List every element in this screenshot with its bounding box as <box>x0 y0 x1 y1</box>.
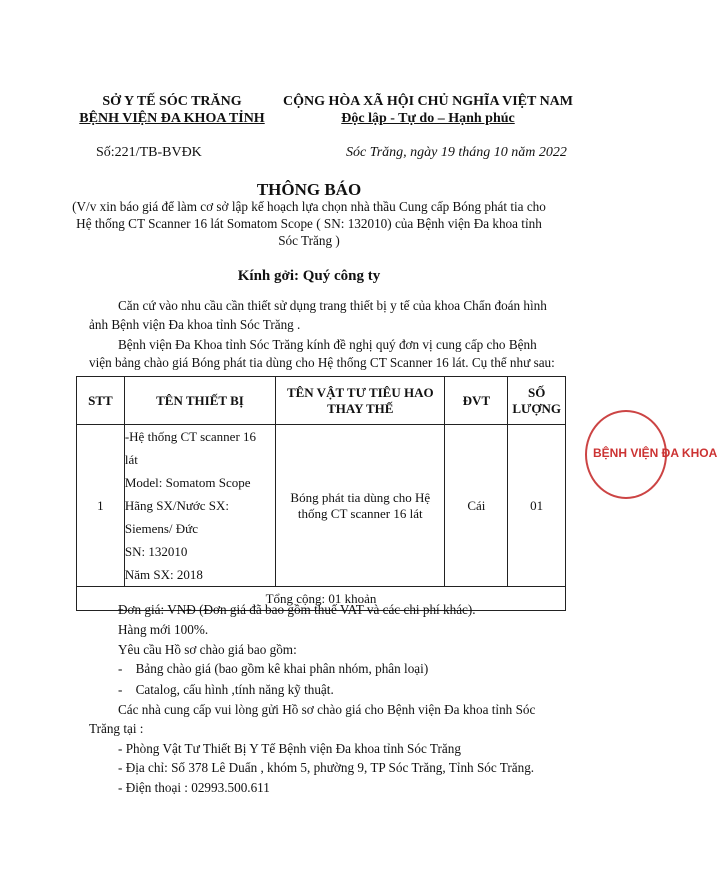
contact-phone: - Điện thoại : 02993.500.611 <box>118 780 270 795</box>
stamp-text: BỆNH VIỆN ĐA KHOA <box>593 446 717 460</box>
header-qty <box>508 377 566 425</box>
header-qty-line1: SỐ <box>528 384 546 400</box>
device-line: Model: Somatom Scope <box>124 475 251 490</box>
row-supply-line2: thống CT scanner 16 lát <box>297 505 423 521</box>
header-unit: ĐVT <box>445 377 508 425</box>
requirements-title: Yêu cầu Hồ sơ chào giá bao gồm: <box>118 642 297 657</box>
doc-subject-line2: Hệ thống CT Scanner 16 lát Somatom Scope ( SN: 132010) của Bệnh viện Đa khoa tỉnh <box>76 216 542 231</box>
header-qty-line2: LƯỢNG <box>512 400 561 416</box>
supply-table <box>76 376 566 611</box>
device-line: Năm SX: 2018 <box>124 567 203 582</box>
requirement-item: - Catalog, cấu hình ,tính năng kỹ thuật. <box>118 682 334 697</box>
doc-number: Số:221/TB-BVĐK <box>96 145 202 160</box>
contact-address: - Địa chỉ: Số 378 Lê Duẩn , khóm 5, phường 9, TP Sóc Trăng, Tỉnh Sóc Trăng. <box>118 760 535 775</box>
para2-line1: Bệnh viện Đa Khoa tỉnh Sóc Trăng kính đề nghị quý đơn vị cung cấp cho Bệnh <box>118 337 537 352</box>
price-note: Đơn giá: VNĐ (Đơn giá đã bao gồm thuế VAT và các chi phí khác). <box>118 602 476 617</box>
para2-line2: viện bảng chào giá Bóng phát tia dùng cho Hệ thống CT Scanner 16 lát. Cụ thể như sau: <box>89 355 555 370</box>
table-total: Tổng cộng: 01 khoản <box>77 587 566 611</box>
para1-line1: Căn cứ vào nhu cầu cần thiết sử dụng trang thiết bị y tế của khoa Chẩn đoán hình <box>118 298 547 313</box>
org-parent: SỞ Y TẾ SÓC TRĂNG <box>102 94 242 109</box>
doc-title: THÔNG BÁO <box>256 180 362 199</box>
org-name-text: BỆNH VIỆN ĐA KHOA TỈNH <box>79 111 265 126</box>
country-name: CỘNG HÒA XÃ HỘI CHỦ NGHĨA VIỆT NAM <box>282 94 573 109</box>
condition-note: Hàng mới 100%. <box>118 622 209 637</box>
requirement-text: Catalog, cấu hình ,tính năng kỹ thuật. <box>135 682 334 697</box>
motto-text: Độc lập - Tự do – Hạnh phúc <box>341 111 515 126</box>
org-name <box>62 111 282 127</box>
device-line: Hãng SX/Nước SX: <box>124 498 230 513</box>
para1-line2: ảnh Bệnh viện Đa khoa tỉnh Sóc Trăng . <box>89 317 301 332</box>
doc-subject-line3: Sóc Trăng ) <box>278 233 340 248</box>
issue-date: Sóc Trăng, ngày 19 tháng 10 năm 2022 <box>346 145 567 160</box>
requirement-item: - Bảng chào giá (bao gồm kê khai phân nhóm, phân loại) <box>118 661 429 676</box>
row-qty: 01 <box>508 425 566 587</box>
greeting: Kính gởi: Quý công ty <box>237 268 381 284</box>
header-supply <box>276 377 445 425</box>
doc-subject-line1: (V/v xin báo giá để làm cơ sở lập kế hoạch lựa chọn nhà thầu Cung cấp Bóng phát tia cho <box>72 199 546 214</box>
row-supply-line1: Bóng phát tia dùng cho Hệ <box>290 489 431 505</box>
row-device <box>124 425 275 587</box>
device-line: SN: 132010 <box>124 544 188 559</box>
header-supply-line1: TÊN VẬT TƯ TIÊU HAO <box>286 384 434 400</box>
row-unit: Cái <box>445 425 508 587</box>
contact-department: - Phòng Vật Tư Thiết Bị Y Tế Bệnh viện Đa khoa tỉnh Sóc Trăng <box>118 741 461 756</box>
header-supply-line2: THAY THẾ <box>327 400 394 416</box>
row-stt: 1 <box>77 425 125 587</box>
hospital-stamp <box>585 410 717 499</box>
table-header-row <box>77 377 566 425</box>
header-stt: STT <box>77 377 125 425</box>
requirement-text: Bảng chào giá (bao gồm kê khai phân nhóm, phân loại) <box>135 661 429 676</box>
device-line: -Hệ thống CT scanner 16 lát <box>124 429 257 467</box>
motto <box>268 111 588 127</box>
row-supply <box>276 425 445 587</box>
device-line: Siemens/ Đức <box>124 521 198 536</box>
send-line1: Các nhà cung cấp vui lòng gửi Hồ sơ chào giá cho Bệnh viện Đa khoa tỉnh Sóc <box>118 702 536 717</box>
table-row <box>77 425 566 587</box>
header-device: TÊN THIẾT BỊ <box>124 377 275 425</box>
send-line2: Trăng tại : <box>89 721 144 736</box>
